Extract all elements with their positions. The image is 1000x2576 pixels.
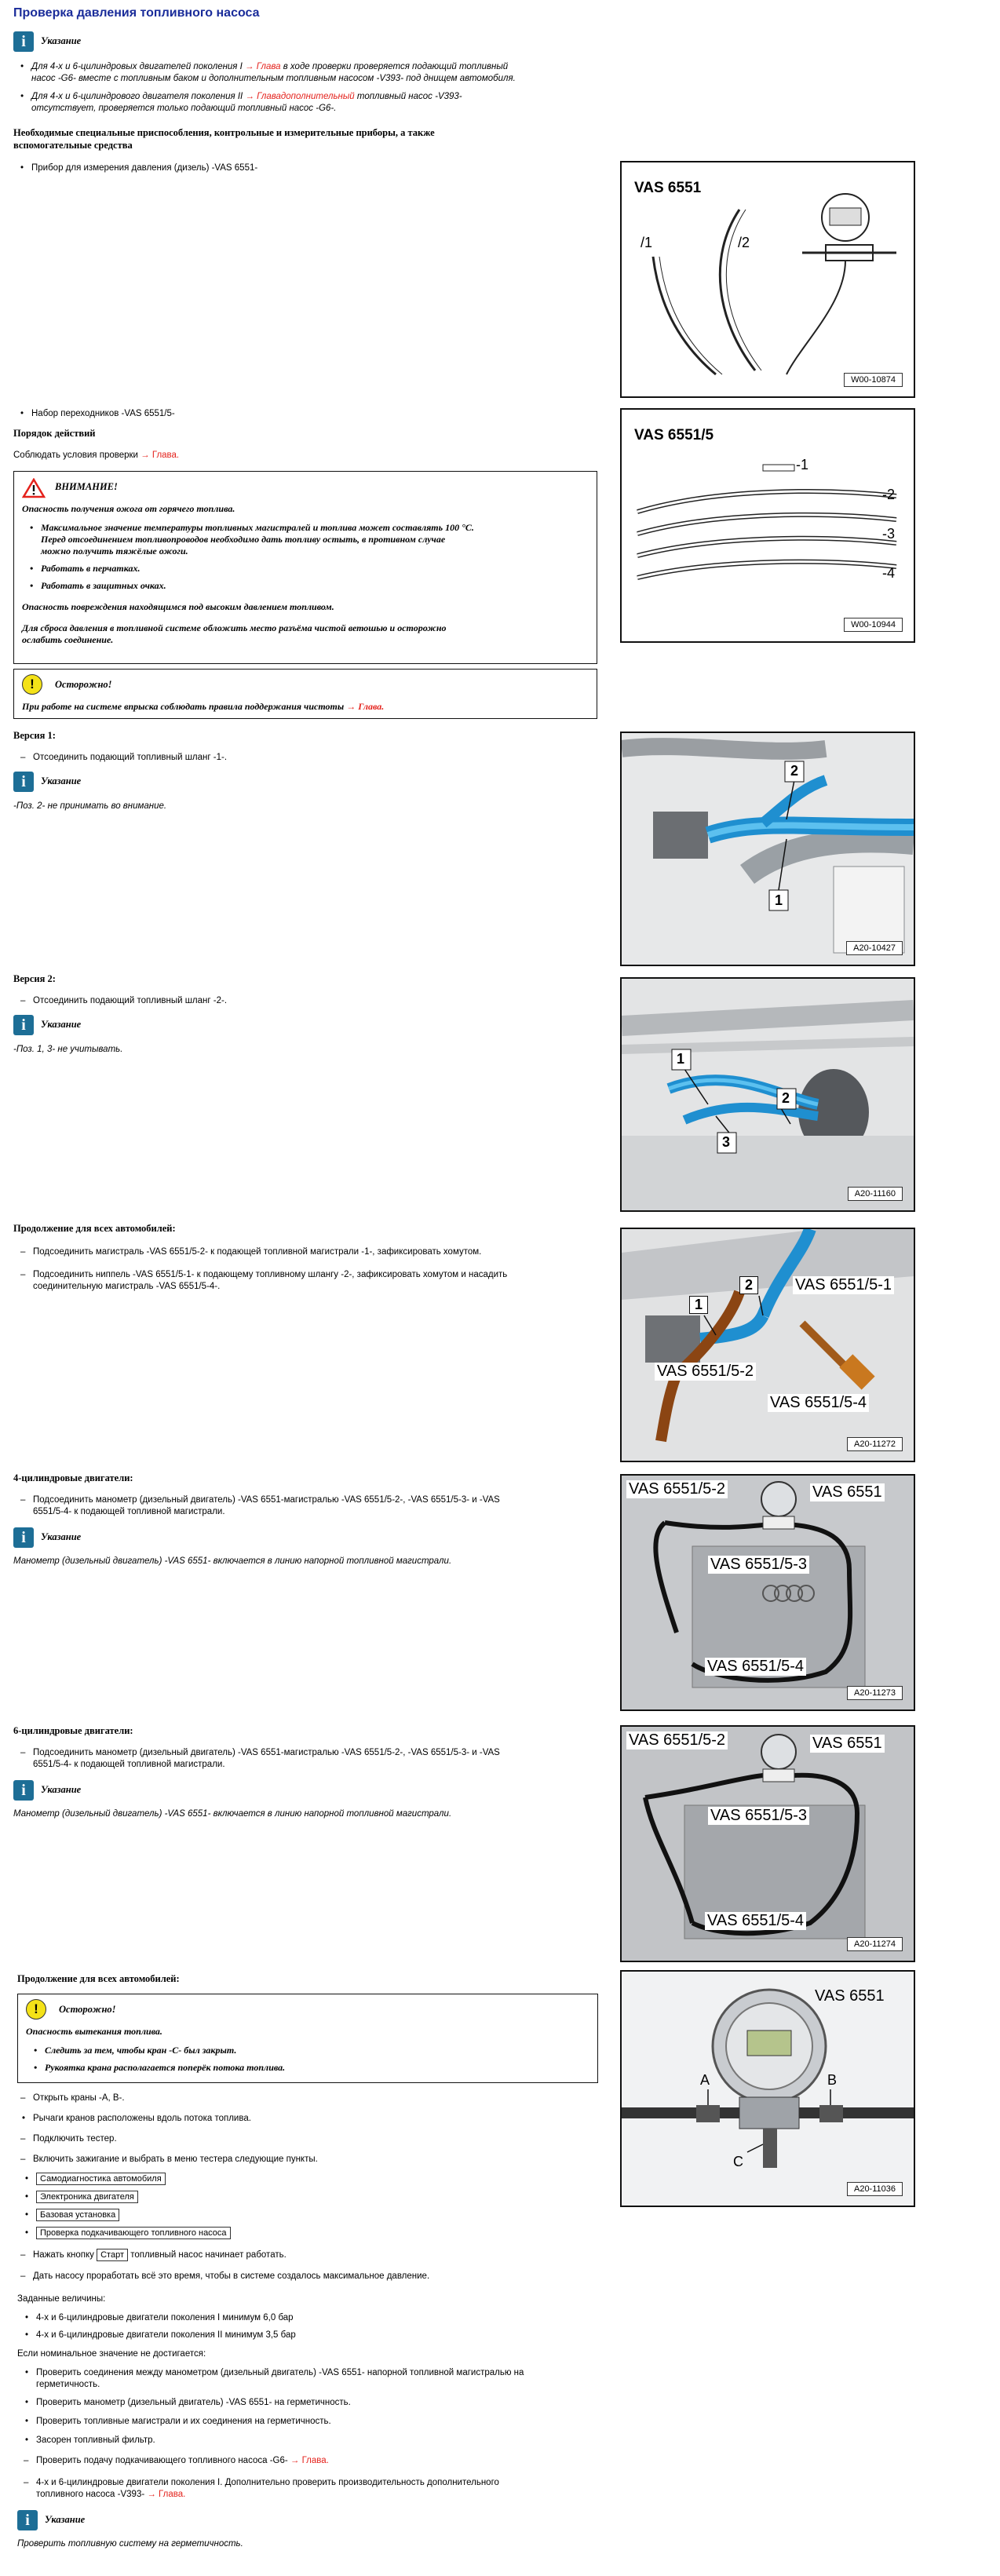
info-icon: i [13,1015,34,1035]
step: – Отсоединить подающий топливный шланг -1-. [33,752,227,764]
warning-item: • Максимальное значение температуры топливных магистралей и топлива может составлять 100 °C. [41,522,474,534]
step: – Нажать кнопку Старт топливный насос начинает работать. [33,2249,286,2261]
check-item: • Засорен топливный фильтр. [36,2435,155,2446]
note-line: насос -G6- вместе с топливным баком и дополнительным топливным насосом -V393- под днищем автомобиля. [31,74,516,83]
menu-item[interactable]: • Базовая установка [36,2210,119,2220]
step: – Подключить тестер. [33,2133,117,2145]
figure-label: 3 [722,1134,731,1150]
figure-label: A [700,2072,710,2088]
figure-pressure-gauge-valves [620,1970,915,2207]
figure-label: -3 [882,526,896,542]
figure-code: A20-11160 [848,1187,903,1201]
figure-label: VAS 6551/5-3 [708,1807,809,1825]
figure-code: A20-11272 [847,1437,903,1451]
caution-icon: ! [26,1999,46,2020]
caution-label: Осторожно! [59,2004,116,2015]
section-heading: Продолжение для всех автомобилей: [13,1223,176,1234]
caution-box [13,669,597,719]
figure-fuel-hose-v1 [620,732,915,966]
step: – Дать насосу проработать всё это время, чтобы в системе создалось максимальное давление. [33,2271,429,2282]
tools-heading: вспомогательные средства [13,140,133,151]
warning-item: Перед отсоединением топливопроводов необходимо дать топливу остыть, в противном случае [41,534,446,545]
step: – Подсоединить магистраль -VAS 6551/5-2- к подающей топливной магистрали -1-, зафиксировать хомутом. [33,1246,481,1258]
figure-label: /1 [641,235,653,250]
figure-fuel-hose-v2 [620,977,915,1212]
start-button[interactable]: Старт [97,2249,128,2261]
note-line: отсутствует, проверяется только подающий топливный насос -G6-. [31,104,337,113]
figure-label: -4 [882,565,896,581]
tool-item: • Прибор для измерения давления (дизель) -VAS 6551- [31,162,257,174]
warning-text: Для сброса давления в топливной системе обложить место разъёма чистой ветошью и осторожно [22,622,447,633]
figure-label: 1 [689,1296,708,1314]
chapter-link[interactable]: → Главадополнительный [245,92,355,101]
step: соединительную магистраль -VAS 6551/5-4-. [33,1282,221,1291]
step: 6551/5-4- к подающей топливной магистрали. [33,1507,225,1516]
figure-title: VAS 6551 [634,180,702,196]
page-title: Проверка давления топливного насоса [13,6,260,20]
menu-item[interactable]: • Проверка подкачивающего топливного насоса [36,2228,231,2238]
caution-title: Опасность вытекания топлива. [26,2026,162,2037]
version-heading: Версия 2: [13,973,56,984]
procedure-text: Соблюдать условия проверки → Глава. [13,451,180,460]
figure-label: VAS 6551/5-4 [705,1658,806,1676]
note-text: -Поз. 1, 3- не учитывать. [13,1045,123,1054]
warning-label: ВНИМАНИЕ! [55,481,118,492]
note-label: Указание [41,1784,82,1795]
figure-label: VAS 6551/5-2 [626,1480,728,1498]
figure-label: VAS 6551 [810,1735,885,1753]
figure-label: 2 [739,1276,758,1294]
step: – Подсоединить манометр (дизельный двигатель) -VAS 6551-магистралью -VAS 6551/5-2-, -VAS 6551/5-3- и -VAS [33,1494,500,1506]
step: – Включить зажигание и выбрать в меню тестера следующие пункты. [33,2154,318,2166]
step: – Подсоединить манометр (дизельный двигатель) -VAS 6551-магистралью -VAS 6551/5-2-, -VAS 6551/5-3- и -VAS [33,1747,500,1759]
caution-icon: ! [22,674,42,695]
caution-item: • Следить за тем, чтобы кран -C- был закрыт. [45,2045,236,2056]
value-item: • 4-х и 6-цилиндровые двигатели поколения I минимум 6,0 бар [36,2312,294,2324]
section-heading: 4-цилиндровые двигатели: [13,1472,133,1483]
chapter-link[interactable]: → Глава. [141,451,180,460]
if-not-label: Если номинальное значение не достигается: [17,2349,206,2359]
figure-adapter-connection [620,1228,915,1462]
figure-label: VAS 6551/5-3 [708,1556,809,1574]
chapter-link[interactable]: → Глава. [147,2490,186,2499]
figure-label: 1 [775,892,783,908]
tool-item: • Набор переходников -VAS 6551/5- [31,408,175,420]
note-line: • Для 4-х и 6-цилиндрового двигателя поколения II → Главадополнительный топливный насос -V393- [31,91,462,103]
figure-code: A20-11274 [847,1937,903,1951]
figure-vas-6551 [620,161,915,398]
figure-label: 1 [677,1051,685,1067]
figure-4cyl-connection [620,1474,915,1711]
figure-label: VAS 6551/5-4 [768,1394,869,1412]
figure-label: -1 [796,457,809,473]
figure-code: W00-10874 [844,373,903,387]
figure-6cyl-connection [620,1725,915,1962]
warning-title: Опасность получения ожога от горячего топлива. [22,503,235,514]
info-icon: i [17,2510,38,2530]
warning-text: ослабить соединение. [22,634,114,645]
warning-box [13,471,597,664]
figure-code: A20-10427 [846,941,903,955]
note-label: Указание [41,1531,82,1542]
note-text: Проверить топливную систему на герметичность. [17,2539,243,2549]
figure-label: VAS 6551/5-2 [626,1731,728,1750]
figure-label: VAS 6551/5-1 [793,1276,894,1294]
chapter-link[interactable]: → Глава [245,62,281,71]
chapter-link[interactable]: → Глава. [290,2456,329,2465]
chapter-link[interactable]: → Глава. [346,701,385,712]
figure-code: W00-10944 [844,618,903,632]
figure-label: VAS 6551/5-2 [655,1363,756,1381]
figure-title: VAS 6551/5 [634,427,714,443]
caution-box [17,1994,598,2083]
check-item: • Проверить соединения между манометром (дизельный двигатель) -VAS 6551- напорной топливной магистралью на [36,2367,524,2379]
figure-code: A20-11036 [847,2182,903,2196]
figure-label: -2 [882,487,896,502]
section-heading: Продолжение для всех автомобилей: [17,1973,180,1984]
warning-item: • Работать в перчатках. [41,563,140,575]
info-icon: i [13,772,34,792]
step: топливного насоса -V393- → Глава. [36,2490,186,2499]
figure-label: C [733,2154,743,2169]
step: – Подсоединить ниппель -VAS 6551/5-1- к подающему топливному шлангу -2-, зафиксировать хомутом и насадить [33,1269,507,1281]
figure-title: VAS 6551 [815,1987,885,2005]
tools-heading: Необходимые специальные приспособления, контрольные и измерительные приборы, а также [13,127,435,138]
menu-item[interactable]: • Электроника двигателя [36,2192,138,2202]
check-item: • Проверить манометр (дизельный двигатель) -VAS 6551- на герметичность. [36,2397,351,2409]
warning-icon [22,478,46,498]
figure-code: A20-11273 [847,1686,903,1700]
info-icon: i [13,1527,34,1548]
figure-label: VAS 6551 [810,1483,885,1501]
figure-label: B [827,2072,838,2088]
note-text: Манометр (дизельный двигатель) -VAS 6551- включается в линию напорной топливной магистрали. [13,1556,452,1566]
section-heading: 6-цилиндровые двигатели: [13,1725,133,1736]
note-label: Указание [45,2514,86,2525]
caution-text: При работе на системе впрыска соблюдать правила поддержания чистоты → Глава. [22,701,385,712]
given-values-label: Заданные величины: [17,2294,106,2304]
step: – Открыть краны -A, B-. [33,2093,125,2104]
note-label: Указание [41,775,82,786]
note-text: -Поз. 2- не принимать во внимание. [13,801,167,811]
warning-item: • Работать в защитных очках. [41,580,166,592]
note-text: Манометр (дизельный двигатель) -VAS 6551- включается в линию напорной топливной магистрали. [13,1809,452,1819]
info-icon: i [13,1780,34,1801]
version-heading: Версия 1: [13,730,56,741]
caution-item: • Рукоятка крана располагается поперёк потока топлива. [45,2062,285,2074]
check-item: герметичность. [36,2380,100,2389]
note-line: • Для 4-х и 6-цилиндровых двигателей поколения I → Глава в ходе проверки проверяется подающий топливный [31,61,508,73]
check-item: • Проверить топливные магистрали и их соединения на герметичность. [36,2416,331,2428]
step: 6551/5-4- к подающей топливной магистрали. [33,1760,225,1769]
procedure-heading: Порядок действий [13,428,96,439]
warning-item: можно получить тяжёлые ожоги. [41,545,188,556]
step: • Рычаги кранов расположены вдоль потока топлива. [33,2113,251,2125]
note-label: Указание [41,35,82,46]
step: – Проверить подачу подкачивающего топливного насоса -G6- → Глава. [36,2455,329,2467]
figure-label: 2 [790,763,799,779]
caution-label: Осторожно! [55,679,112,690]
value-item: • 4-х и 6-цилиндровые двигатели поколения II минимум 3,5 бар [36,2330,296,2341]
warning-title: Опасность повреждения находящимся под высоким давлением топливом. [22,601,334,612]
info-icon: i [13,31,34,52]
figure-label: VAS 6551/5-4 [705,1912,806,1930]
menu-item[interactable]: • Самодиагностика автомобиля [36,2174,166,2184]
figure-label: /2 [738,235,750,250]
figure-vas-6551-5 [620,408,915,643]
step: – Отсоединить подающий топливный шланг -2-. [33,995,227,1007]
step: – 4-х и 6-цилиндровые двигатели поколения I. Дополнительно проверить производительность дополнительного [36,2477,499,2489]
figure-label: 2 [782,1090,790,1106]
note-label: Указание [41,1019,82,1030]
